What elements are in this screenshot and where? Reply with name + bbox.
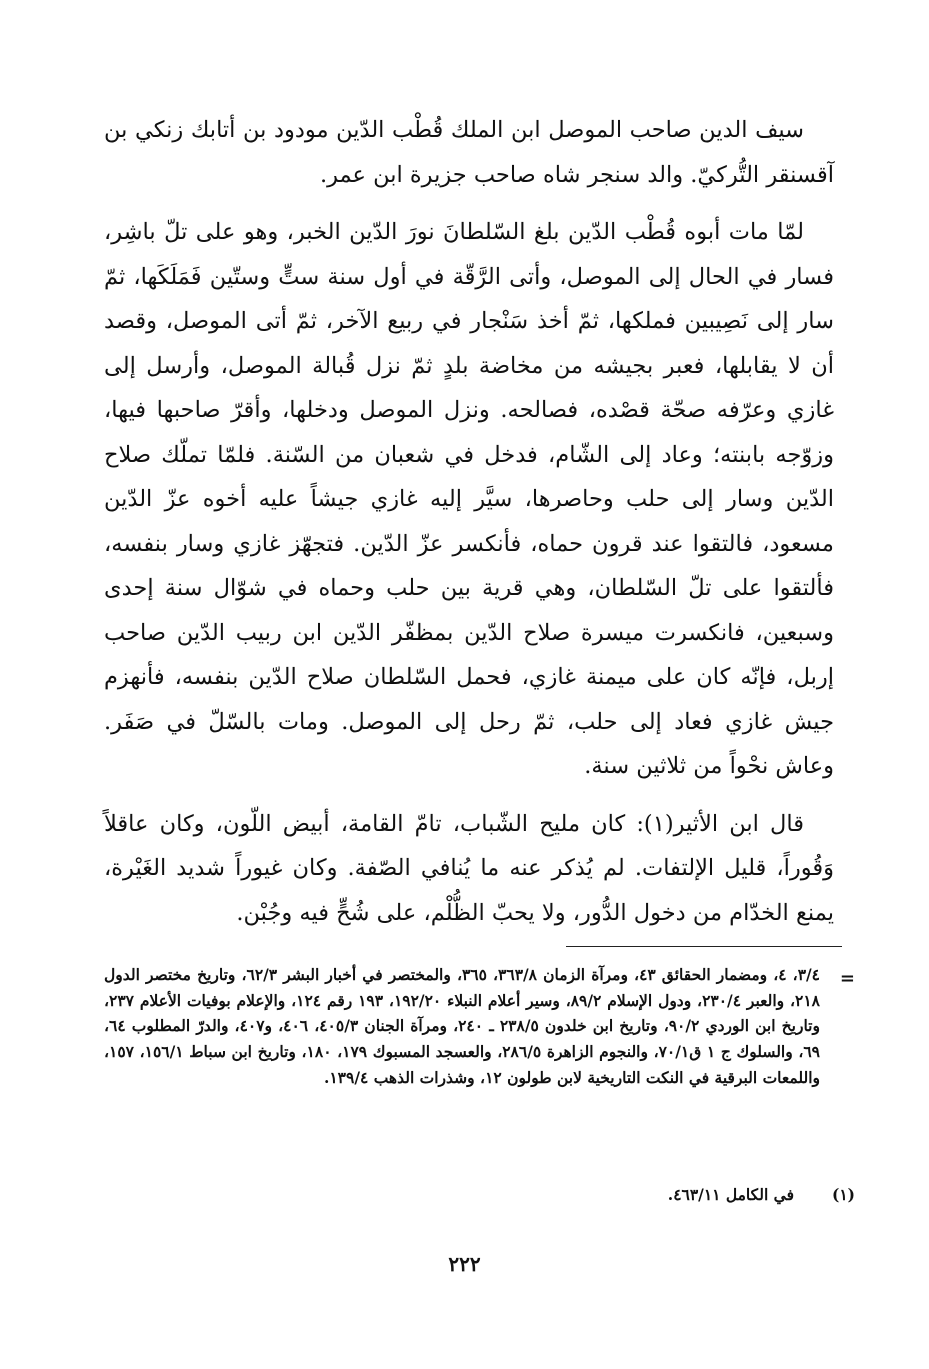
footnote-divider <box>566 946 842 947</box>
paragraph-1: سيف الدين صاحب الموصل ابن الملك قُطْب الدّين مودود بن أتابك زنكي بن آقسنقر التُّركيّ. والد سنجر شاه صاحب جزيرة ابن عمر. <box>104 117 834 188</box>
footnote-1-number: (١) <box>831 1185 855 1204</box>
paragraph-3: قال ابن الأثير(١): كان مليح الشّباب، تامّ القامة، أبيض اللّون، وكان عاقلاً وَقُوراً، قليل الإلتفات. لم يُذكر عنه ما يُنافي الصّفة. وكان غيوراً شديد الغَيْرة، يمنع الخدّام من دخول الدُّور، ولا يحبّ الظُّلْم، على شُحٍّ فيه وجُبْن. <box>104 810 834 926</box>
footnote-continuation-text: ٣/٤، ٤، ومضمار الحقائق ٤٣، ومرآة الزمان ٣٦٣/٨، ٣٦٥، والمختصر في أخبار البشر ٦٢/٣، وتاريخ مختصر الدول ٢١٨، والعبر ٢٣٠/٤، ودول الإسلام ٨٩/٢، وسير أعلام النبلاء ١٩٢/٢٠، ١٩٣ رقم ١٢٤، والإعلام بوفيات الأعلام ٢٣٧، وتاريخ ابن الوردي ٩٠/٢، وتاريخ ابن خلدون ٢٣٨/٥ ـ ٢٤٠، ومرآة الجنان ٤٠٥/٣، ٤٠٦، و٤٠٧، والدرّ المطلوب ٦٤، ٦٩، والسلوك ج ١ ق٧٠/١، والنجوم الزاهرة ٢٨٦/٥، والعسجد المسبوك ١٧٩، ١٨٠، وتاريخ ابن سباط ١٥٦/١، ١٥٧، واللمعات البرقية في النكت التاريخية لابن طولون ١٢، وشذرات الذهب ١٣٩/٤. <box>104 965 820 1087</box>
page-number: ٢٢٢ <box>448 1252 481 1276</box>
footnote-1-text: في الكامل ٤٦٣/١١. <box>667 1185 794 1204</box>
main-text-body <box>104 108 834 935</box>
footnote-1 <box>115 1182 855 1208</box>
footnote-continuation-marker: = <box>839 968 855 989</box>
paragraph-2: لمّا مات أبوه قُطْب الدّين بلغ السّلطانَ نورَ الدّين الخبر، وهو على تلّ باشِر، فسار في الحال إلى الموصل، وأتى الرَّقّة في أول سنة ستٍّ وستّين فَمَلَكَها، ثمّ سار إلى نَصِيبين فملكها، ثمّ أخذ سَنْجار في ربيع الآخر، ثمّ أتى الموصل، وقصد أن لا يقابلها، فعبر بجيشه من مخاضة بلدٍ ثمّ نزل قُبالة الموصل، وأرسل إلى غازي وعرّفه صحّة قصْده، فصالحه. ونزل الموصل ودخلها، وأقرّ صاحبها فيها، وزوّجه بابنته؛ وعاد إلى الشّام، فدخل في شعبان من السّنة. فلمّا تملّك صلاح الدّين وسار إلى حلب وحاصرها، سيَّر إليه غازي جيشاً عليه أخوه عزّ الدّين مسعود، فالتقوا عند قرون حماه، فأنكسر عزّ الدّين. فتجهّز غازي وسار بنفسه، فألتقوا على تلّ السّلطان، وهي قرية بين حلب وحماه في شوّال سنة إحدى وسبعين، فانكسرت ميسرة صلاح الدّين بمظفّر الدّين ابن ربيب الدّين صاحب إربل، فإنّه كان على ميمنة غازي، فحمل السّلطان صلاح الدّين بنفسه، فأنهزم جيش غازي فعاد إلى حلب، ثمّ رحل إلى الموصل. ومات بالسّلّ في صَفَر. وعاش نحْواً من ثلاثين سنة. <box>104 219 834 779</box>
footnotes-block <box>104 962 820 1091</box>
